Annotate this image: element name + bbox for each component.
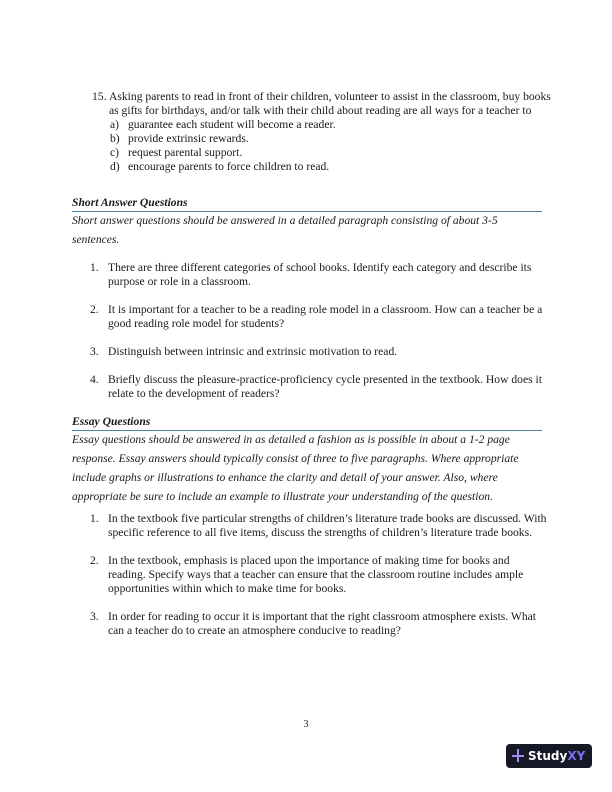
question-number: 3. bbox=[90, 610, 99, 623]
multiple-choice-question-15 bbox=[92, 90, 552, 174]
short-answer-question-3 bbox=[90, 345, 550, 359]
question-text: In the textbook, emphasis is placed upon the importance of making time for books and reading. Specify ways that a teacher can ensure that the classroom routine includes ample opportunities within which to make time for books. bbox=[108, 554, 524, 595]
option-a bbox=[110, 118, 552, 132]
question-text: Asking parents to read in front of their children, volunteer to assist in the classroom, buy books as gifts for birthdays, and/or talk with their child about reading are all ways for a teacher to bbox=[109, 90, 551, 117]
plus-icon bbox=[506, 744, 528, 768]
option-text: request parental support. bbox=[128, 146, 243, 159]
question-text: Briefly discuss the pleasure-practice-proficiency cycle presented in the textbook. How does it relate to the development of readers? bbox=[108, 373, 542, 400]
question-text: In the textbook five particular strengths of children’s literature trade books are discussed. With specific reference to all five items, discuss the strengths of children’s literature trade books. bbox=[108, 512, 547, 539]
short-answer-description: Short answer questions should be answered in a detailed paragraph consisting of about 3-5 sentences. bbox=[72, 214, 498, 246]
question-number: 2. bbox=[90, 303, 99, 316]
short-answer-question-4 bbox=[90, 373, 550, 401]
option-text: guarantee each student will become a reader. bbox=[128, 118, 336, 131]
short-answer-heading: Short Answer Questions bbox=[72, 196, 542, 212]
question-text: In order for reading to occur it is important that the right classroom atmosphere exists. What can a teacher do to create an atmosphere conducive to reading? bbox=[108, 610, 536, 637]
option-text: encourage parents to force children to read. bbox=[128, 160, 330, 173]
question-number: 1. bbox=[90, 512, 99, 525]
question-number: 15. bbox=[92, 90, 107, 103]
option-d bbox=[110, 160, 552, 174]
essay-question-list bbox=[90, 512, 550, 652]
short-answer-list bbox=[90, 261, 550, 415]
short-answer-question-2 bbox=[90, 303, 550, 331]
question-number: 2. bbox=[90, 554, 99, 567]
essay-heading: Essay Questions bbox=[72, 415, 542, 431]
question-number: 4. bbox=[90, 373, 99, 386]
question-number: 3. bbox=[90, 345, 99, 358]
answer-options bbox=[92, 118, 552, 174]
option-b bbox=[110, 132, 552, 146]
essay-question-2 bbox=[90, 554, 550, 596]
question-text: It is important for a teacher to be a reading role model in a classroom. How can a teacher be a good reading role model for students? bbox=[108, 303, 543, 330]
option-letter: d) bbox=[110, 160, 120, 173]
option-text: provide extrinsic rewards. bbox=[128, 132, 249, 145]
question-text: Distinguish between intrinsic and extrinsic motivation to read. bbox=[108, 345, 398, 358]
option-letter: b) bbox=[110, 132, 120, 145]
page-number: 3 bbox=[303, 719, 309, 730]
question-number: 1. bbox=[90, 261, 99, 274]
essay-question-1 bbox=[90, 512, 550, 540]
studyxy-logo-badge[interactable] bbox=[506, 744, 592, 768]
essay-question-3 bbox=[90, 610, 550, 638]
option-letter: a) bbox=[110, 118, 120, 131]
brand-name-xy: XY bbox=[567, 749, 586, 763]
option-c bbox=[110, 146, 552, 160]
short-answer-question-1 bbox=[90, 261, 550, 289]
option-letter: c) bbox=[110, 146, 120, 159]
brand-name-study: Study bbox=[528, 749, 568, 763]
question-text: There are three different categories of school books. Identify each category and describe its purpose or role in a classroom. bbox=[108, 261, 532, 288]
essay-description: Essay questions should be answered in as detailed a fashion as is possible in about a 1-2 page response. Essay answers should typically consist of three to five paragraphs. Where appropriate include graphs or illustrations to enhance the clarity and detail of your answer. Also, where appropriate be sure to include an example to illustrate your understanding of the question. bbox=[72, 433, 519, 503]
